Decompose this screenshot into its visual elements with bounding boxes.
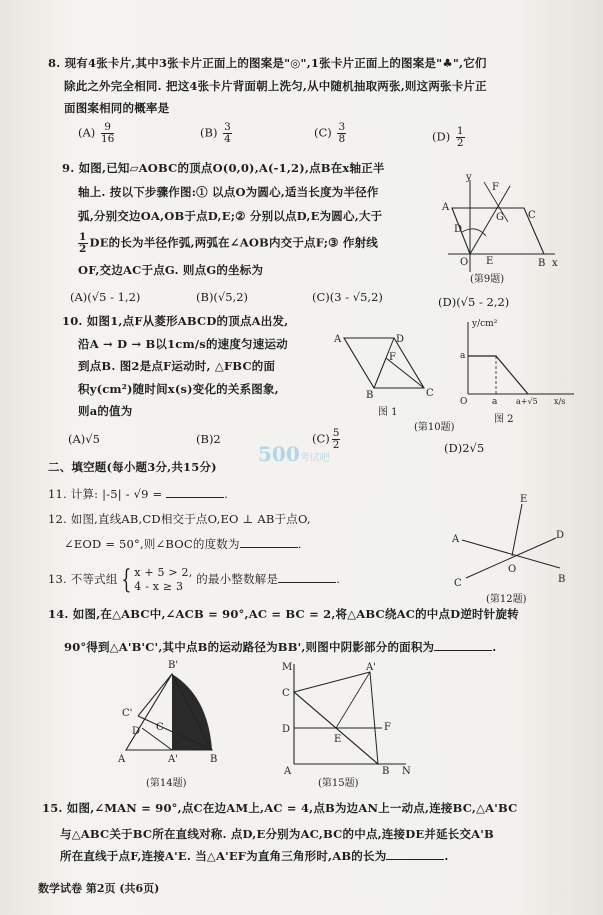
q8-line3: 面图案相同的概率是	[64, 101, 170, 115]
q10-figure2	[458, 318, 578, 408]
q10-option-d: (D)2√5	[444, 441, 485, 455]
q12-label-d: D	[556, 530, 565, 541]
q9-option-a: (A)(√5 - 1,2)	[70, 290, 141, 304]
q8-option-a: (A) $\frac{9}{16}$	[78, 121, 115, 145]
q8-line2: 除此之外完全相同. 把这4张卡片背面朝上洗匀,从中随机抽取两张,则这两张卡片正	[64, 79, 487, 93]
q9-option-c: (C)(3 - √5,2)	[312, 290, 383, 304]
q15-label-d: D	[282, 724, 291, 735]
q10-segment-fb	[374, 358, 386, 388]
q10-graph-xlabel: x/s	[554, 397, 566, 406]
q11-text: 11. 计算: |-5| - √9 = .	[48, 487, 229, 501]
q10-graph-origin: O	[460, 397, 468, 407]
q9-label-f: F	[492, 182, 499, 193]
q12-label-o: O	[508, 564, 517, 575]
q13-text: 13. 不等式组 { x + 5 > 2, 4 - x ≥ 3 的最小整数解是 .	[48, 565, 341, 595]
q15-line1: 15. 如图,∠MAN = 90°,点C在边AM上,AC = 4,点B为边AN上一动点,连接BC,△A'BC	[42, 801, 518, 815]
q12-label-e: E	[520, 494, 528, 505]
q8-option-c: (C) $\frac{3}{8}$	[314, 121, 346, 145]
q10-graph-line	[468, 356, 528, 394]
q14-line2: 90°得到△A'B'C',其中点B的运动路径为BB',则图中阴影部分的面积为 .	[64, 640, 497, 654]
watermark-logo: 500考试吧	[258, 442, 330, 466]
q10-figure1	[332, 330, 442, 400]
q15-label-a: A	[284, 766, 292, 777]
q8-line1: 8. 现有4张卡片,其中3张卡片正面上的图案是"◎",1张卡片正面上的图案是"♣",它们	[48, 56, 487, 70]
q12-caption: (第12题)	[486, 594, 527, 605]
q15-line-a2e	[336, 672, 370, 728]
q10-line3: 到点B. 图2是点F运动时, △FBC的面	[78, 359, 276, 373]
q14-label-c: C	[156, 722, 164, 733]
q14-label-b: B	[210, 754, 218, 765]
q10-fig2-caption: 图 2	[494, 414, 514, 425]
q9-label-b: B	[538, 258, 546, 269]
q14-label-c2: C'	[122, 708, 133, 719]
q10-fig1-caption: 图 1	[378, 407, 398, 418]
q9-arc-de	[462, 229, 486, 236]
q12-ray-oe	[512, 504, 522, 556]
q9-option-d: (D)(√5 - 2,2)	[438, 295, 510, 309]
q15-figure	[278, 660, 418, 780]
q9-line4: $\frac{1}{2}$ DE的长为半径作弧,两弧在∠AOB内交于点F;③ 作射线	[79, 231, 378, 255]
q14-label-b2: B'	[168, 660, 179, 671]
q10-label-f: F	[389, 352, 396, 363]
q14-label-a: A	[118, 754, 126, 765]
q10-graph-a-label: a	[460, 351, 466, 361]
q12-figure	[448, 494, 568, 589]
q10-label-a: A	[334, 334, 342, 345]
q14-figure	[112, 658, 242, 768]
q14-line1: 14. 如图,在△ABC中,∠ACB = 90°,AC = BC = 2,将△ABC绕AC的中点D逆时针旋转	[48, 607, 519, 621]
q10-caption: (第10题)	[414, 422, 455, 433]
q9-figure	[440, 172, 560, 282]
section2-title: 二、填空题(每小题3分,共15分)	[48, 460, 217, 474]
q15-triangle-a2bc	[294, 672, 378, 764]
q15-line2: 与△ABC关于BC所在直线对称. 点D,E分别为AC,BC的中点,连接DE并延长交A'B	[60, 827, 494, 841]
q14-caption: (第14题)	[146, 778, 187, 789]
q15-label-a2: A'	[366, 662, 376, 673]
q8-option-b: (B) $\frac{3}{4}$	[200, 121, 231, 145]
q9-caption: (第9题)	[470, 274, 505, 285]
q9-line2: 轴上. 按以下步骤作图:① 以点O为圆心,适当长度为半径作	[78, 185, 379, 199]
q9-line3: 弧,分别交边OA,OB于点D,E;② 分别以点D,E为圆心,大于	[78, 209, 383, 223]
q9-label-d: D	[454, 224, 463, 235]
q15-label-b: B	[382, 766, 390, 777]
page-footer: 数学试卷 第2页 (共6页)	[38, 882, 160, 895]
q10-graph-ylabel: y/cm²	[472, 319, 498, 329]
q15-label-n: N	[402, 766, 411, 777]
q10-line1: 10. 如图1,点F从菱形ABCD的顶点A出发,	[62, 314, 289, 328]
q9-label-a: A	[442, 202, 450, 213]
q10-option-c: (C) $\frac{5}{2}$	[312, 427, 340, 451]
q9-label-o: O	[460, 257, 469, 268]
q12-line1: 12. 如图,直线AB,CD相交于点O,EO ⊥ AB于点O,	[48, 512, 311, 526]
q9-option-b: (B)(√5,2)	[196, 290, 249, 304]
q12-label-a: A	[452, 534, 460, 545]
q9-line1: 9. 如图,已知▱AOBC的顶点O(0,0),A(-1,2),点B在x轴正半	[62, 161, 385, 175]
q10-label-b: B	[366, 390, 374, 401]
q14-label-a2: A'	[168, 754, 178, 765]
q8-option-d: (D) $\frac{1}{2}$	[432, 125, 464, 149]
q10-line5: 则a的值为	[78, 404, 133, 418]
q9-label-y: y	[466, 172, 472, 183]
q15-label-e: E	[334, 734, 342, 745]
q10-line4: 积y(cm²)随时间x(s)变化的关系图象,	[78, 382, 279, 396]
q14-segment3	[138, 674, 172, 716]
q12-label-c: C	[454, 578, 462, 589]
q9-line5: OF,交边AC于点G. 则点G的坐标为	[78, 263, 264, 277]
q10-label-c: C	[426, 388, 434, 399]
q10-graph-tick-a: a	[492, 397, 498, 407]
q15-label-f: F	[384, 722, 391, 733]
q9-label-e: E	[486, 256, 494, 267]
q12-line2: ∠EOD = 50°,则∠BOC的度数为 .	[64, 537, 302, 551]
q10-line2: 沿A → D → B以1cm/s的速度匀速运动	[78, 337, 288, 351]
q9-label-x: x	[552, 258, 558, 269]
q15-caption: (第15题)	[318, 778, 359, 789]
q15-label-c: C	[282, 688, 290, 699]
q9-label-c: C	[528, 210, 536, 221]
q15-line3: 所在直线于点F,连接A'E. 当△A'EF为直角三角形时,AB的长为 .	[60, 849, 449, 863]
q10-option-a: (A)√5	[68, 432, 100, 446]
q15-label-m: M	[282, 662, 293, 673]
q10-graph-tick-a5: a+√5	[516, 397, 538, 406]
q9-label-g: G	[496, 212, 504, 223]
q10-label-d: D	[396, 334, 405, 345]
q14-label-d: D	[132, 726, 141, 737]
q10-option-b: (B)2	[196, 432, 221, 446]
q12-label-b: B	[558, 574, 566, 585]
q9-ray-of	[470, 186, 510, 254]
